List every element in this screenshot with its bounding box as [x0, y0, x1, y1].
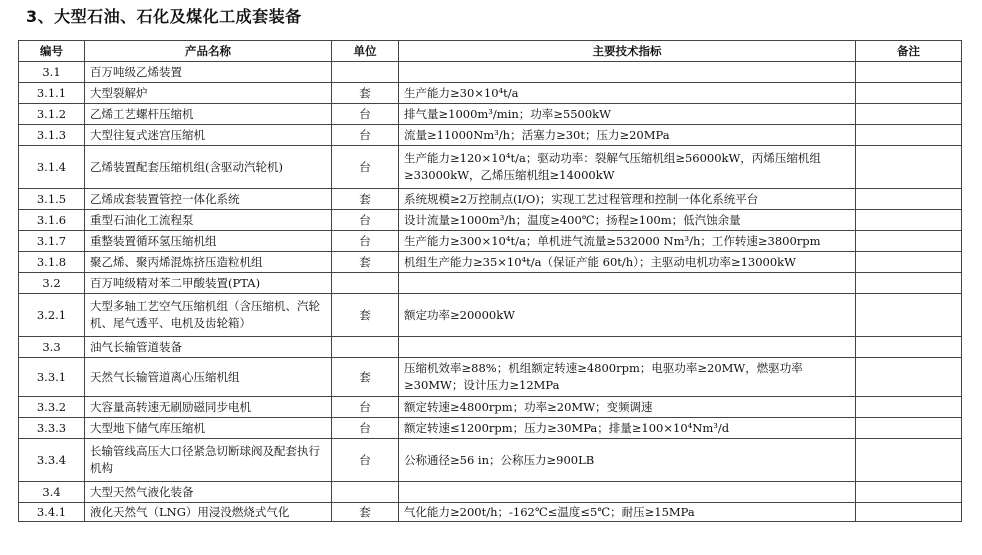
cell-name: 大型天然气液化装备 — [85, 482, 332, 503]
cell-spec — [399, 273, 856, 294]
cell-unit: 套 — [332, 83, 399, 104]
cell-number: 3.3.2 — [19, 397, 85, 418]
cell-unit: 套 — [332, 358, 399, 397]
cell-number: 3.1.2 — [19, 104, 85, 125]
cell-spec: 额定功率≥20000kW — [399, 294, 856, 337]
cell-number: 3.1 — [19, 62, 85, 83]
cell-number: 3.1.7 — [19, 231, 85, 252]
cell-remark — [856, 146, 962, 189]
header-number: 编号 — [19, 41, 85, 62]
header-spec: 主要技术指标 — [399, 41, 856, 62]
cell-unit: 台 — [332, 418, 399, 439]
cell-number: 3.4 — [19, 482, 85, 503]
table-row — [19, 231, 962, 252]
cell-remark — [856, 418, 962, 439]
table-row — [19, 273, 962, 294]
cell-name: 乙烯工艺螺杆压缩机 — [85, 104, 332, 125]
cell-number: 3.1.3 — [19, 125, 85, 146]
table-row — [19, 358, 962, 397]
cell-number: 3.3.4 — [19, 439, 85, 482]
cell-remark — [856, 104, 962, 125]
table-row — [19, 337, 962, 358]
cell-remark — [856, 62, 962, 83]
cell-name: 聚乙烯、聚丙烯混炼挤压造粒机组 — [85, 252, 332, 273]
cell-number: 3.1.6 — [19, 210, 85, 231]
cell-remark — [856, 231, 962, 252]
cell-unit: 台 — [332, 125, 399, 146]
cell-name: 乙烯成套装置管控一体化系统 — [85, 189, 332, 210]
table-body — [19, 62, 962, 522]
cell-spec: 排气量≥1000m³/min；功率≥5500kW — [399, 104, 856, 125]
cell-number: 3.4.1 — [19, 503, 85, 522]
cell-name: 天然气长输管道离心压缩机组 — [85, 358, 332, 397]
cell-spec: 生产能力≥300×10⁴t/a；单机进气流量≥532000 Nm³/h；工作转速≥3800rpm — [399, 231, 856, 252]
cell-remark — [856, 439, 962, 482]
cell-unit: 台 — [332, 231, 399, 252]
cell-spec: 额定转速≥4800rpm；功率≥20MW；变频调速 — [399, 397, 856, 418]
cell-unit: 套 — [332, 294, 399, 337]
cell-name: 大型裂解炉 — [85, 83, 332, 104]
cell-spec: 机组生产能力≥35×10⁴t/a（保证产能 60t/h）；主驱动电机功率≥13000kW — [399, 252, 856, 273]
cell-unit — [332, 62, 399, 83]
cell-number: 3.1.8 — [19, 252, 85, 273]
header-remark: 备注 — [856, 41, 962, 62]
cell-remark — [856, 358, 962, 397]
cell-spec: 设计流量≥1000m³/h；温度≥400℃；扬程≥100m；低汽蚀余量 — [399, 210, 856, 231]
table-row — [19, 503, 962, 522]
cell-number: 3.1.4 — [19, 146, 85, 189]
table-row — [19, 482, 962, 503]
cell-name: 长输管线高压大口径紧急切断球阀及配套执行机构 — [85, 439, 332, 482]
cell-spec: 生产能力≥30×10⁴t/a — [399, 83, 856, 104]
cell-number: 3.3.3 — [19, 418, 85, 439]
cell-remark — [856, 503, 962, 522]
cell-name: 油气长输管道装备 — [85, 337, 332, 358]
table-row — [19, 418, 962, 439]
cell-remark — [856, 210, 962, 231]
cell-name: 大型多轴工艺空气压缩机组（含压缩机、汽轮机、尾气透平、电机及齿轮箱） — [85, 294, 332, 337]
page-title: 3、大型石油、石化及煤化工成套装备 — [26, 7, 302, 26]
cell-number: 3.3.1 — [19, 358, 85, 397]
cell-remark — [856, 273, 962, 294]
table-row — [19, 294, 962, 337]
cell-unit: 台 — [332, 104, 399, 125]
equipment-table — [18, 40, 962, 522]
cell-name: 液化天然气（LNG）用浸没燃烧式气化 — [85, 503, 332, 522]
cell-name: 重整装置循环氢压缩机组 — [85, 231, 332, 252]
cell-unit: 台 — [332, 439, 399, 482]
table-row — [19, 62, 962, 83]
table-header-row — [19, 41, 962, 62]
table-row — [19, 189, 962, 210]
table-row — [19, 210, 962, 231]
cell-unit: 套 — [332, 252, 399, 273]
cell-number: 3.1.1 — [19, 83, 85, 104]
cell-unit — [332, 482, 399, 503]
cell-spec: 生产能力≥120×10⁴t/a；驱动功率：裂解气压缩机组≥56000kW，丙烯压缩机组≥33000kW，乙烯压缩机组≥14000kW — [399, 146, 856, 189]
table-row — [19, 83, 962, 104]
table-row — [19, 397, 962, 418]
table-row — [19, 125, 962, 146]
header-unit: 单位 — [332, 41, 399, 62]
cell-spec — [399, 482, 856, 503]
cell-spec: 系统规模≥2万控制点(I/O)；实现工艺过程管理和控制一体化系统平台 — [399, 189, 856, 210]
cell-spec — [399, 62, 856, 83]
cell-spec: 流量≥11000Nm³/h；活塞力≥30t；压力≥20MPa — [399, 125, 856, 146]
cell-remark — [856, 397, 962, 418]
cell-name: 乙烯装置配套压缩机组(含驱动汽轮机) — [85, 146, 332, 189]
cell-name: 大容量高转速无刷励磁同步电机 — [85, 397, 332, 418]
cell-unit: 套 — [332, 503, 399, 522]
cell-remark — [856, 125, 962, 146]
cell-name: 百万吨级精对苯二甲酸装置(PTA) — [85, 273, 332, 294]
cell-number: 3.3 — [19, 337, 85, 358]
table-row — [19, 146, 962, 189]
cell-unit: 台 — [332, 146, 399, 189]
cell-spec: 公称通径≥56 in；公称压力≥900LB — [399, 439, 856, 482]
header-name: 产品名称 — [85, 41, 332, 62]
cell-unit: 台 — [332, 210, 399, 231]
cell-unit: 套 — [332, 189, 399, 210]
cell-number: 3.1.5 — [19, 189, 85, 210]
cell-remark — [856, 294, 962, 337]
cell-unit — [332, 337, 399, 358]
cell-spec: 额定转速≤1200rpm；压力≥30MPa；排量≥100×10⁴Nm³/d — [399, 418, 856, 439]
table-row — [19, 439, 962, 482]
cell-unit: 台 — [332, 397, 399, 418]
cell-spec: 气化能力≥200t/h；-162℃≤温度≤5℃；耐压≥15MPa — [399, 503, 856, 522]
cell-number: 3.2 — [19, 273, 85, 294]
cell-name: 百万吨级乙烯装置 — [85, 62, 332, 83]
cell-number: 3.2.1 — [19, 294, 85, 337]
cell-remark — [856, 337, 962, 358]
cell-remark — [856, 189, 962, 210]
cell-remark — [856, 252, 962, 273]
cell-name: 大型往复式迷宫压缩机 — [85, 125, 332, 146]
cell-remark — [856, 482, 962, 503]
cell-spec — [399, 337, 856, 358]
cell-spec: 压缩机效率≥88%；机组额定转速≥4800rpm；电驱功率≥20MW，燃驱功率≥30MW；设计压力≥12MPa — [399, 358, 856, 397]
cell-name: 大型地下储气库压缩机 — [85, 418, 332, 439]
cell-name: 重型石油化工流程泵 — [85, 210, 332, 231]
table-row — [19, 252, 962, 273]
cell-remark — [856, 83, 962, 104]
cell-unit — [332, 273, 399, 294]
table-row — [19, 104, 962, 125]
